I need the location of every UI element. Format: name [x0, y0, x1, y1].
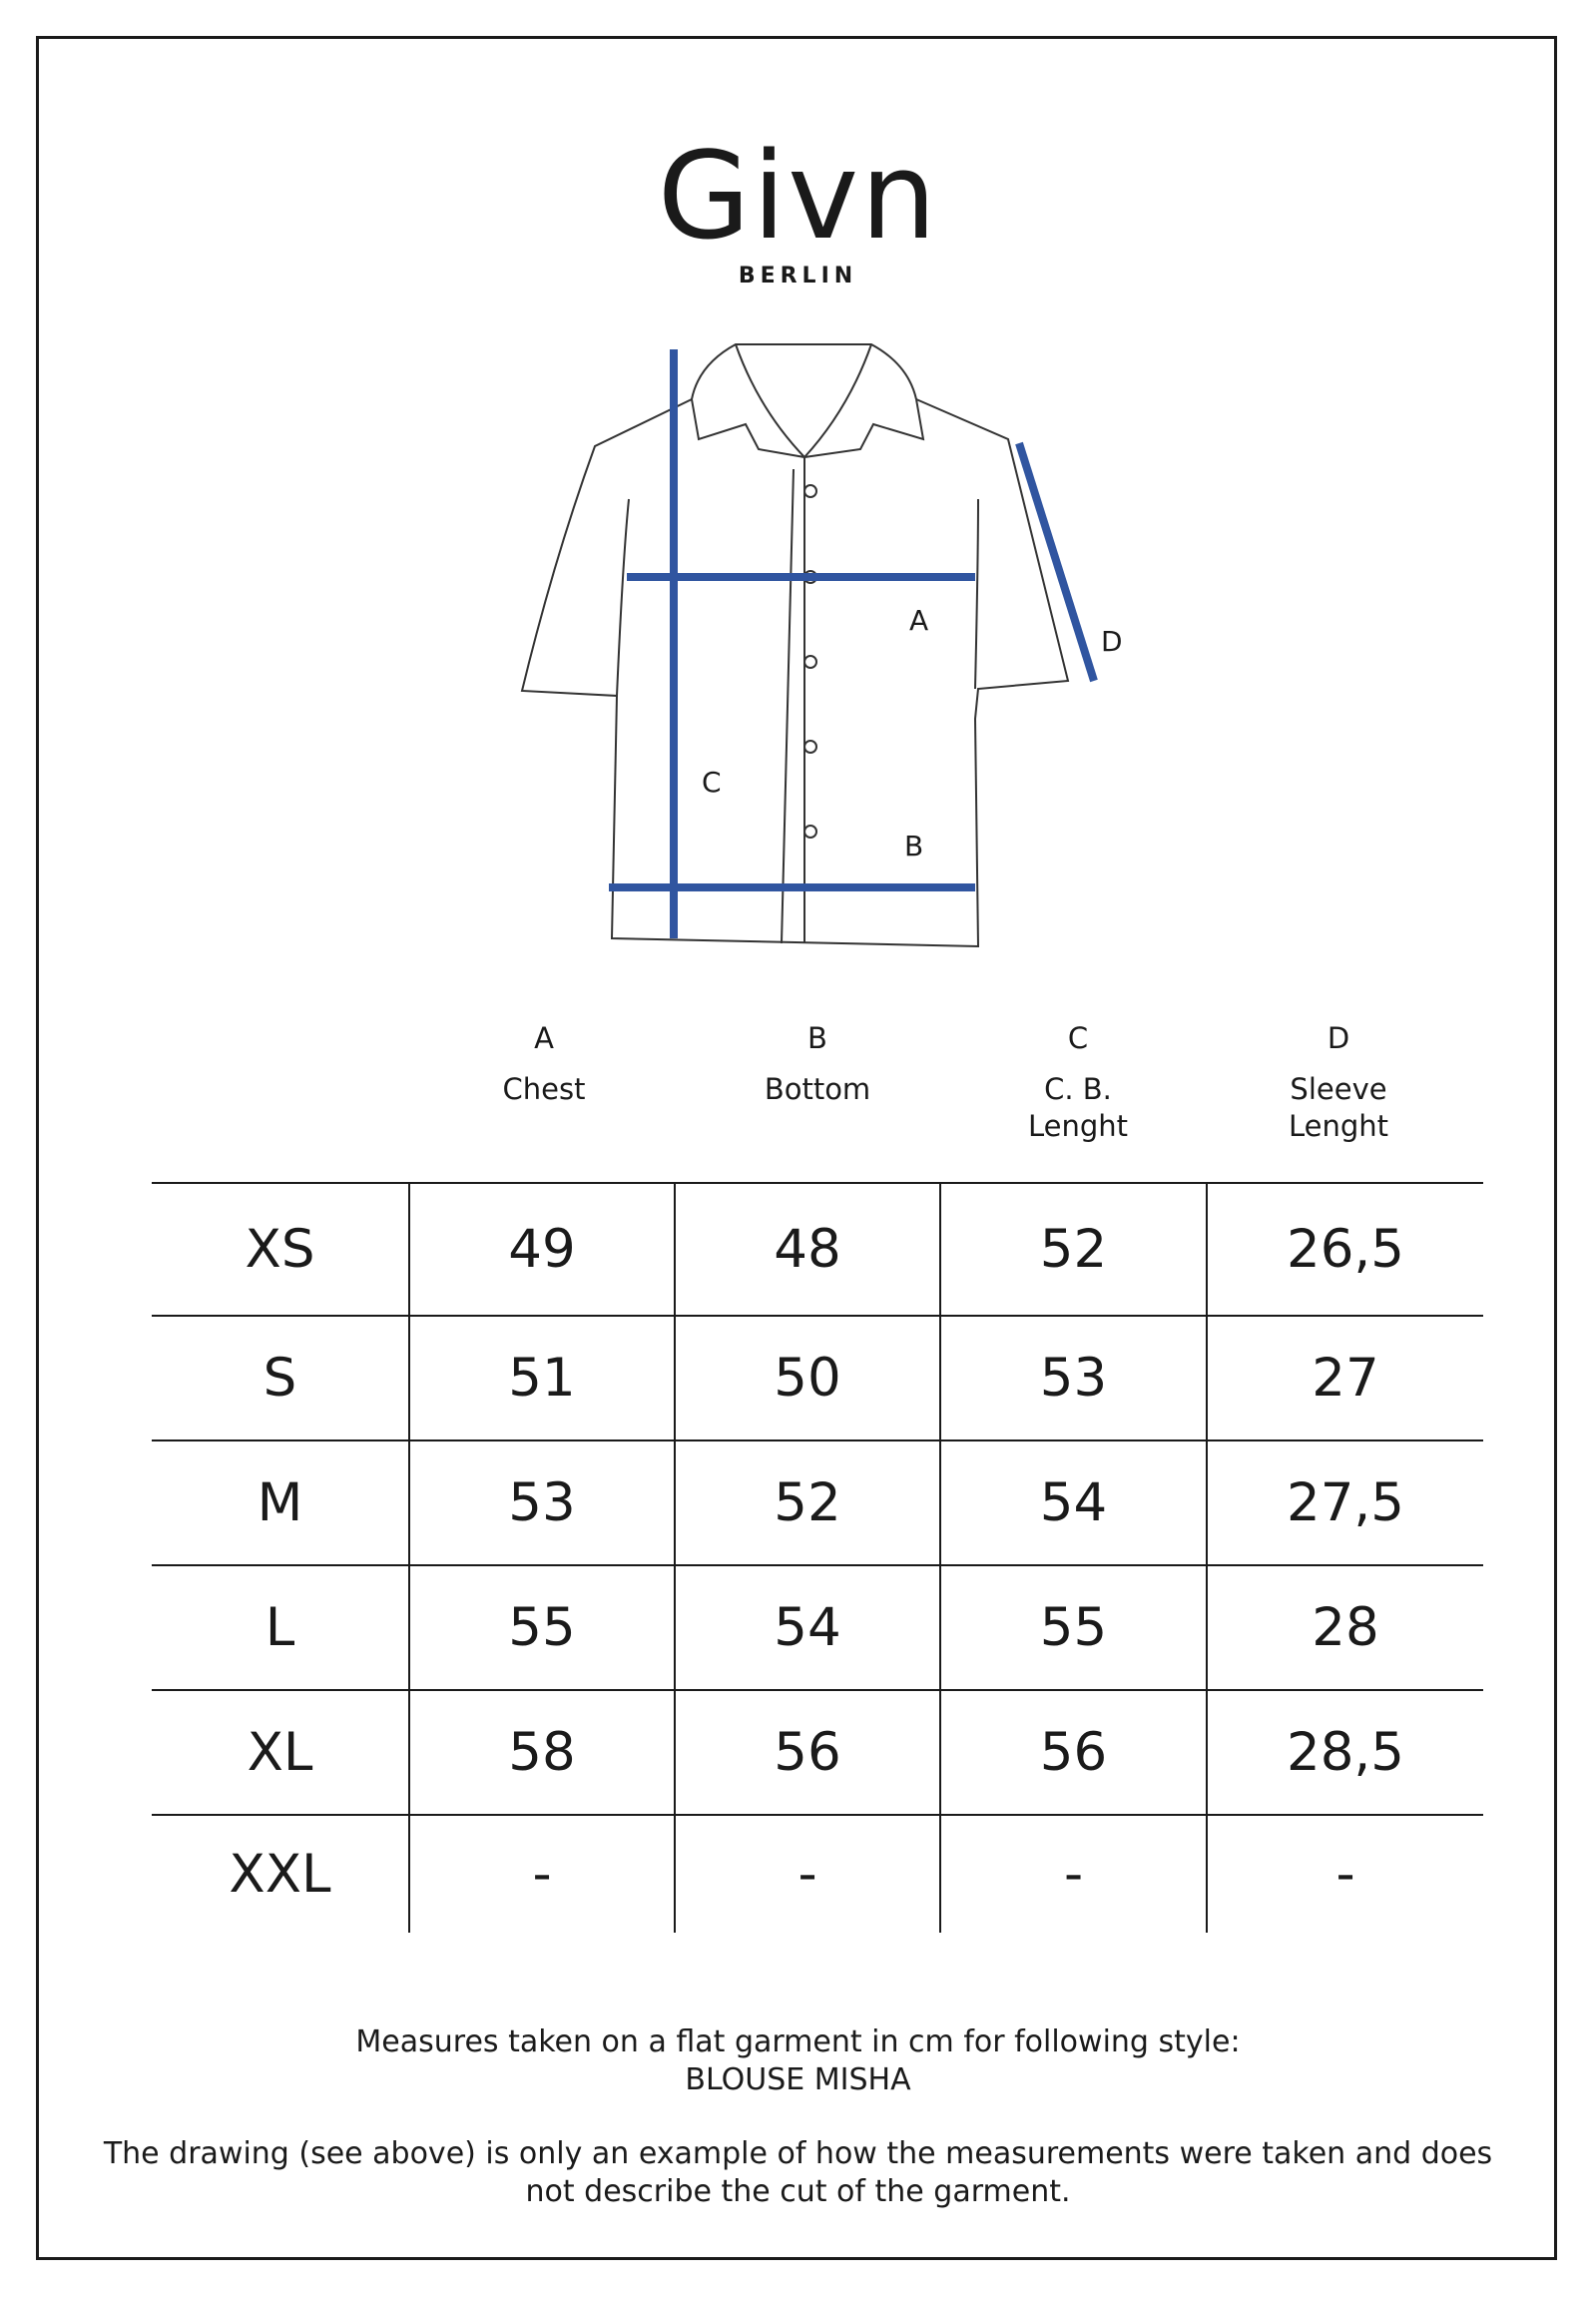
cb-length-value: 55 [940, 1565, 1207, 1690]
cb-length-value: 54 [940, 1440, 1207, 1565]
shirt-diagram [0, 0, 1596, 998]
column-letter: A [534, 1021, 554, 1055]
bottom-value: 48 [675, 1183, 940, 1316]
diagram-label-a: A [909, 604, 929, 637]
column-header-b [708, 1020, 927, 1108]
sleeve-length-value: 27,5 [1207, 1440, 1483, 1565]
sleeve-length-value: 28 [1207, 1565, 1483, 1690]
bottom-value: - [675, 1815, 940, 1933]
size-label: S [152, 1316, 409, 1440]
table-row [152, 1183, 1483, 1316]
disclaimer-line: The drawing (see above) is only an example of how the measurements were taken and does [103, 2136, 1493, 2171]
sleeve-length-value: 26,5 [1207, 1183, 1483, 1316]
disclaimer [60, 2135, 1536, 2211]
diagram-label-b: B [904, 830, 924, 863]
style-name: BLOUSE MISHA [685, 2062, 911, 2097]
disclaimer-line: not describe the cut of the garment. [525, 2174, 1071, 2209]
size-label: XL [152, 1690, 409, 1815]
measure-note-line: Measures taken on a flat garment in cm for following style: [355, 2024, 1241, 2059]
size-label: XXL [152, 1815, 409, 1933]
sleeve-length-value: - [1207, 1815, 1483, 1933]
table-row [152, 1440, 1483, 1565]
column-name: Bottom [764, 1072, 871, 1106]
column-letter: C [1067, 1021, 1089, 1055]
sleeve-length-value: 27 [1207, 1316, 1483, 1440]
table-row [152, 1690, 1483, 1815]
column-letter: D [1327, 1021, 1350, 1055]
column-header-c [968, 1020, 1188, 1145]
table-row [152, 1565, 1483, 1690]
table-row [152, 1815, 1483, 1933]
bottom-value: 56 [675, 1690, 940, 1815]
column-letter: B [807, 1021, 827, 1055]
size-label: M [152, 1440, 409, 1565]
chest-value: - [409, 1815, 675, 1933]
column-name: C. B. Lenght [1027, 1072, 1129, 1143]
column-header-d [1229, 1020, 1448, 1145]
bottom-value: 54 [675, 1565, 940, 1690]
cb-length-value: 53 [940, 1316, 1207, 1440]
chest-value: 49 [409, 1183, 675, 1316]
bottom-value: 52 [675, 1440, 940, 1565]
measure-note [60, 2023, 1536, 2099]
cb-length-value: 56 [940, 1690, 1207, 1815]
shirt-outline [522, 344, 1068, 946]
chest-value: 53 [409, 1440, 675, 1565]
chest-value: 55 [409, 1565, 675, 1690]
diagram-label-d: D [1101, 625, 1123, 658]
column-name: Chest [502, 1072, 586, 1106]
diagram-label-c: C [702, 766, 722, 799]
shirt-buttons [804, 485, 816, 838]
size-table [152, 1182, 1483, 1933]
sleeve-length-value: 28,5 [1207, 1690, 1483, 1815]
column-name: Sleeve Lenght [1288, 1072, 1389, 1143]
size-label: L [152, 1565, 409, 1690]
measure-lines [609, 349, 1094, 938]
column-header-a [434, 1020, 654, 1108]
chest-value: 58 [409, 1690, 675, 1815]
bottom-value: 50 [675, 1316, 940, 1440]
size-label: XS [152, 1183, 409, 1316]
measure-line-d [1019, 443, 1094, 681]
chest-value: 51 [409, 1316, 675, 1440]
brand-subtitle: BERLIN [738, 264, 858, 288]
brand-logo: Givn [657, 128, 939, 267]
cb-length-value: 52 [940, 1183, 1207, 1316]
cb-length-value: - [940, 1815, 1207, 1933]
table-row [152, 1316, 1483, 1440]
